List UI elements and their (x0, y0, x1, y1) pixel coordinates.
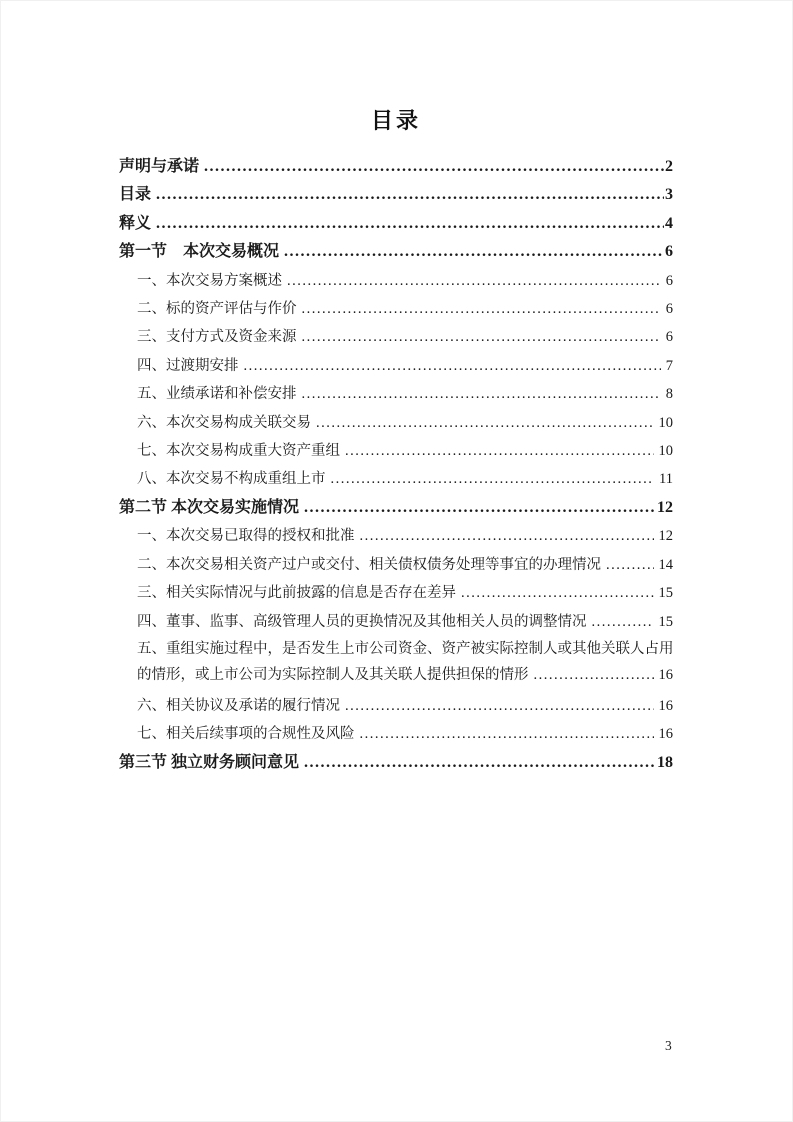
toc-leader-dots (345, 437, 654, 465)
toc-entry (119, 409, 673, 437)
toc-leader-dots (360, 522, 654, 550)
toc-entry-label: 六、本次交易构成关联交易 (137, 414, 311, 431)
toc-leader-dots (244, 352, 661, 380)
page-title: 目录 (370, 108, 421, 133)
toc-entry (119, 352, 673, 380)
toc-entry-label: 一、本次交易已取得的授权和批准 (137, 528, 355, 545)
toc-entry (119, 238, 673, 266)
toc-entry-label: 第一节 本次交易概况 (119, 243, 280, 261)
toc-entry-label: 五、业绩承诺和补偿安排 (137, 386, 297, 403)
toc-entry (119, 720, 673, 748)
toc-entry-label: 释义 (119, 214, 152, 232)
toc-entry-page: 12 (657, 498, 673, 516)
toc-entry-label: 声明与承诺 (119, 158, 200, 175)
toc-leader-dots (592, 608, 654, 636)
toc-entry (119, 522, 673, 550)
toc-entry (119, 551, 673, 579)
toc-entry-page: 16 (658, 667, 673, 684)
toc-entry (119, 579, 673, 607)
toc-entry-label: 第三节 独立财务顾问意见 (119, 753, 300, 771)
toc-leader-dots (316, 409, 654, 437)
toc-leader-dots (304, 749, 656, 777)
toc-entry (119, 153, 673, 181)
toc-leader-dots (331, 465, 655, 493)
toc-entry-page: 8 (665, 386, 673, 403)
toc-entry (119, 494, 673, 522)
toc-leader-dots (284, 238, 664, 266)
toc-entry-label: 第二节 本次交易实施情况 (119, 498, 300, 516)
toc-leader-dots (606, 551, 654, 579)
toc-entry (119, 323, 673, 351)
toc-entry-page: 7 (665, 357, 673, 374)
toc-entry-label: 二、本次交易相关资产过户或交付、相关债权债务处理等事宜的办理情况 (137, 556, 601, 573)
toc-entry (119, 749, 673, 777)
toc-entry-page: 15 (658, 585, 673, 602)
toc-entry-label: 八、本次交易不构成重组上市 (137, 471, 326, 488)
toc-entry-page: 3 (665, 186, 673, 204)
toc-leader-dots (302, 380, 661, 408)
toc-entry-page: 6 (665, 329, 673, 346)
toc-entry (119, 380, 673, 408)
toc-leader-dots (287, 267, 661, 295)
toc-entry-label: 七、本次交易构成重大资产重组 (137, 443, 340, 460)
toc-entry (119, 608, 673, 636)
toc-entry (119, 181, 673, 209)
toc-entry-label: 三、支付方式及资金来源 (137, 329, 297, 346)
toc-entry (119, 295, 673, 323)
toc-leader-dots (156, 210, 664, 238)
table-of-contents (119, 153, 673, 777)
toc-entry-page: 16 (658, 697, 673, 714)
toc-entry (119, 465, 673, 493)
toc-entry-label: 的情形，或上市公司为实际控制人及其关联人提供担保的情形 (137, 667, 529, 684)
toc-entry (119, 437, 673, 465)
toc-entry-wrapped-line1: 五、重组实施过程中，是否发生上市公司资金、资产被实际控制人或其他关联人占用 (137, 640, 674, 657)
toc-leader-dots (156, 181, 664, 209)
toc-entry-page: 10 (658, 414, 673, 431)
toc-entry (119, 210, 673, 238)
toc-entry-label: 一、本次交易方案概述 (137, 272, 282, 289)
toc-entry-page: 4 (665, 214, 673, 232)
toc-entry-page: 2 (665, 158, 673, 175)
toc-entry (119, 662, 673, 689)
toc-entry-page: 12 (658, 528, 673, 545)
toc-entry-page: 6 (665, 301, 673, 318)
toc-entry-page: 16 (658, 726, 673, 743)
toc-entry-label: 四、董事、监事、高级管理人员的更换情况及其他相关人员的调整情况 (137, 613, 587, 630)
toc-entry-page: 6 (665, 272, 673, 289)
toc-entry-label: 四、过渡期安排 (137, 357, 239, 374)
toc-leader-dots (302, 295, 661, 323)
toc-leader-dots (360, 720, 654, 748)
toc-entry-page: 10 (658, 443, 673, 460)
toc-leader-dots (345, 692, 654, 720)
toc-entry-page: 14 (658, 556, 673, 573)
toc-entry-label: 三、相关实际情况与此前披露的信息是否存在差异 (137, 585, 456, 602)
footer-page-number: 3 (665, 1038, 672, 1053)
toc-entry-label: 七、相关后续事项的合规性及风险 (137, 726, 355, 743)
toc-entry (119, 692, 673, 720)
toc-leader-dots (204, 153, 664, 181)
toc-leader-dots (304, 494, 656, 522)
toc-entry-label: 六、相关协议及承诺的履行情况 (137, 697, 340, 714)
toc-entry-label: 二、标的资产评估与作价 (137, 301, 297, 318)
toc-entry (119, 267, 673, 295)
toc-leader-dots (534, 662, 654, 689)
toc-entry-label: 目录 (119, 186, 152, 204)
toc-entry-page: 18 (657, 753, 673, 771)
toc-entry-page: 15 (658, 613, 673, 630)
toc-entry-page: 6 (665, 243, 673, 261)
toc-leader-dots (461, 579, 654, 607)
toc-entry-page: 11 (659, 471, 673, 488)
toc-leader-dots (302, 323, 661, 351)
